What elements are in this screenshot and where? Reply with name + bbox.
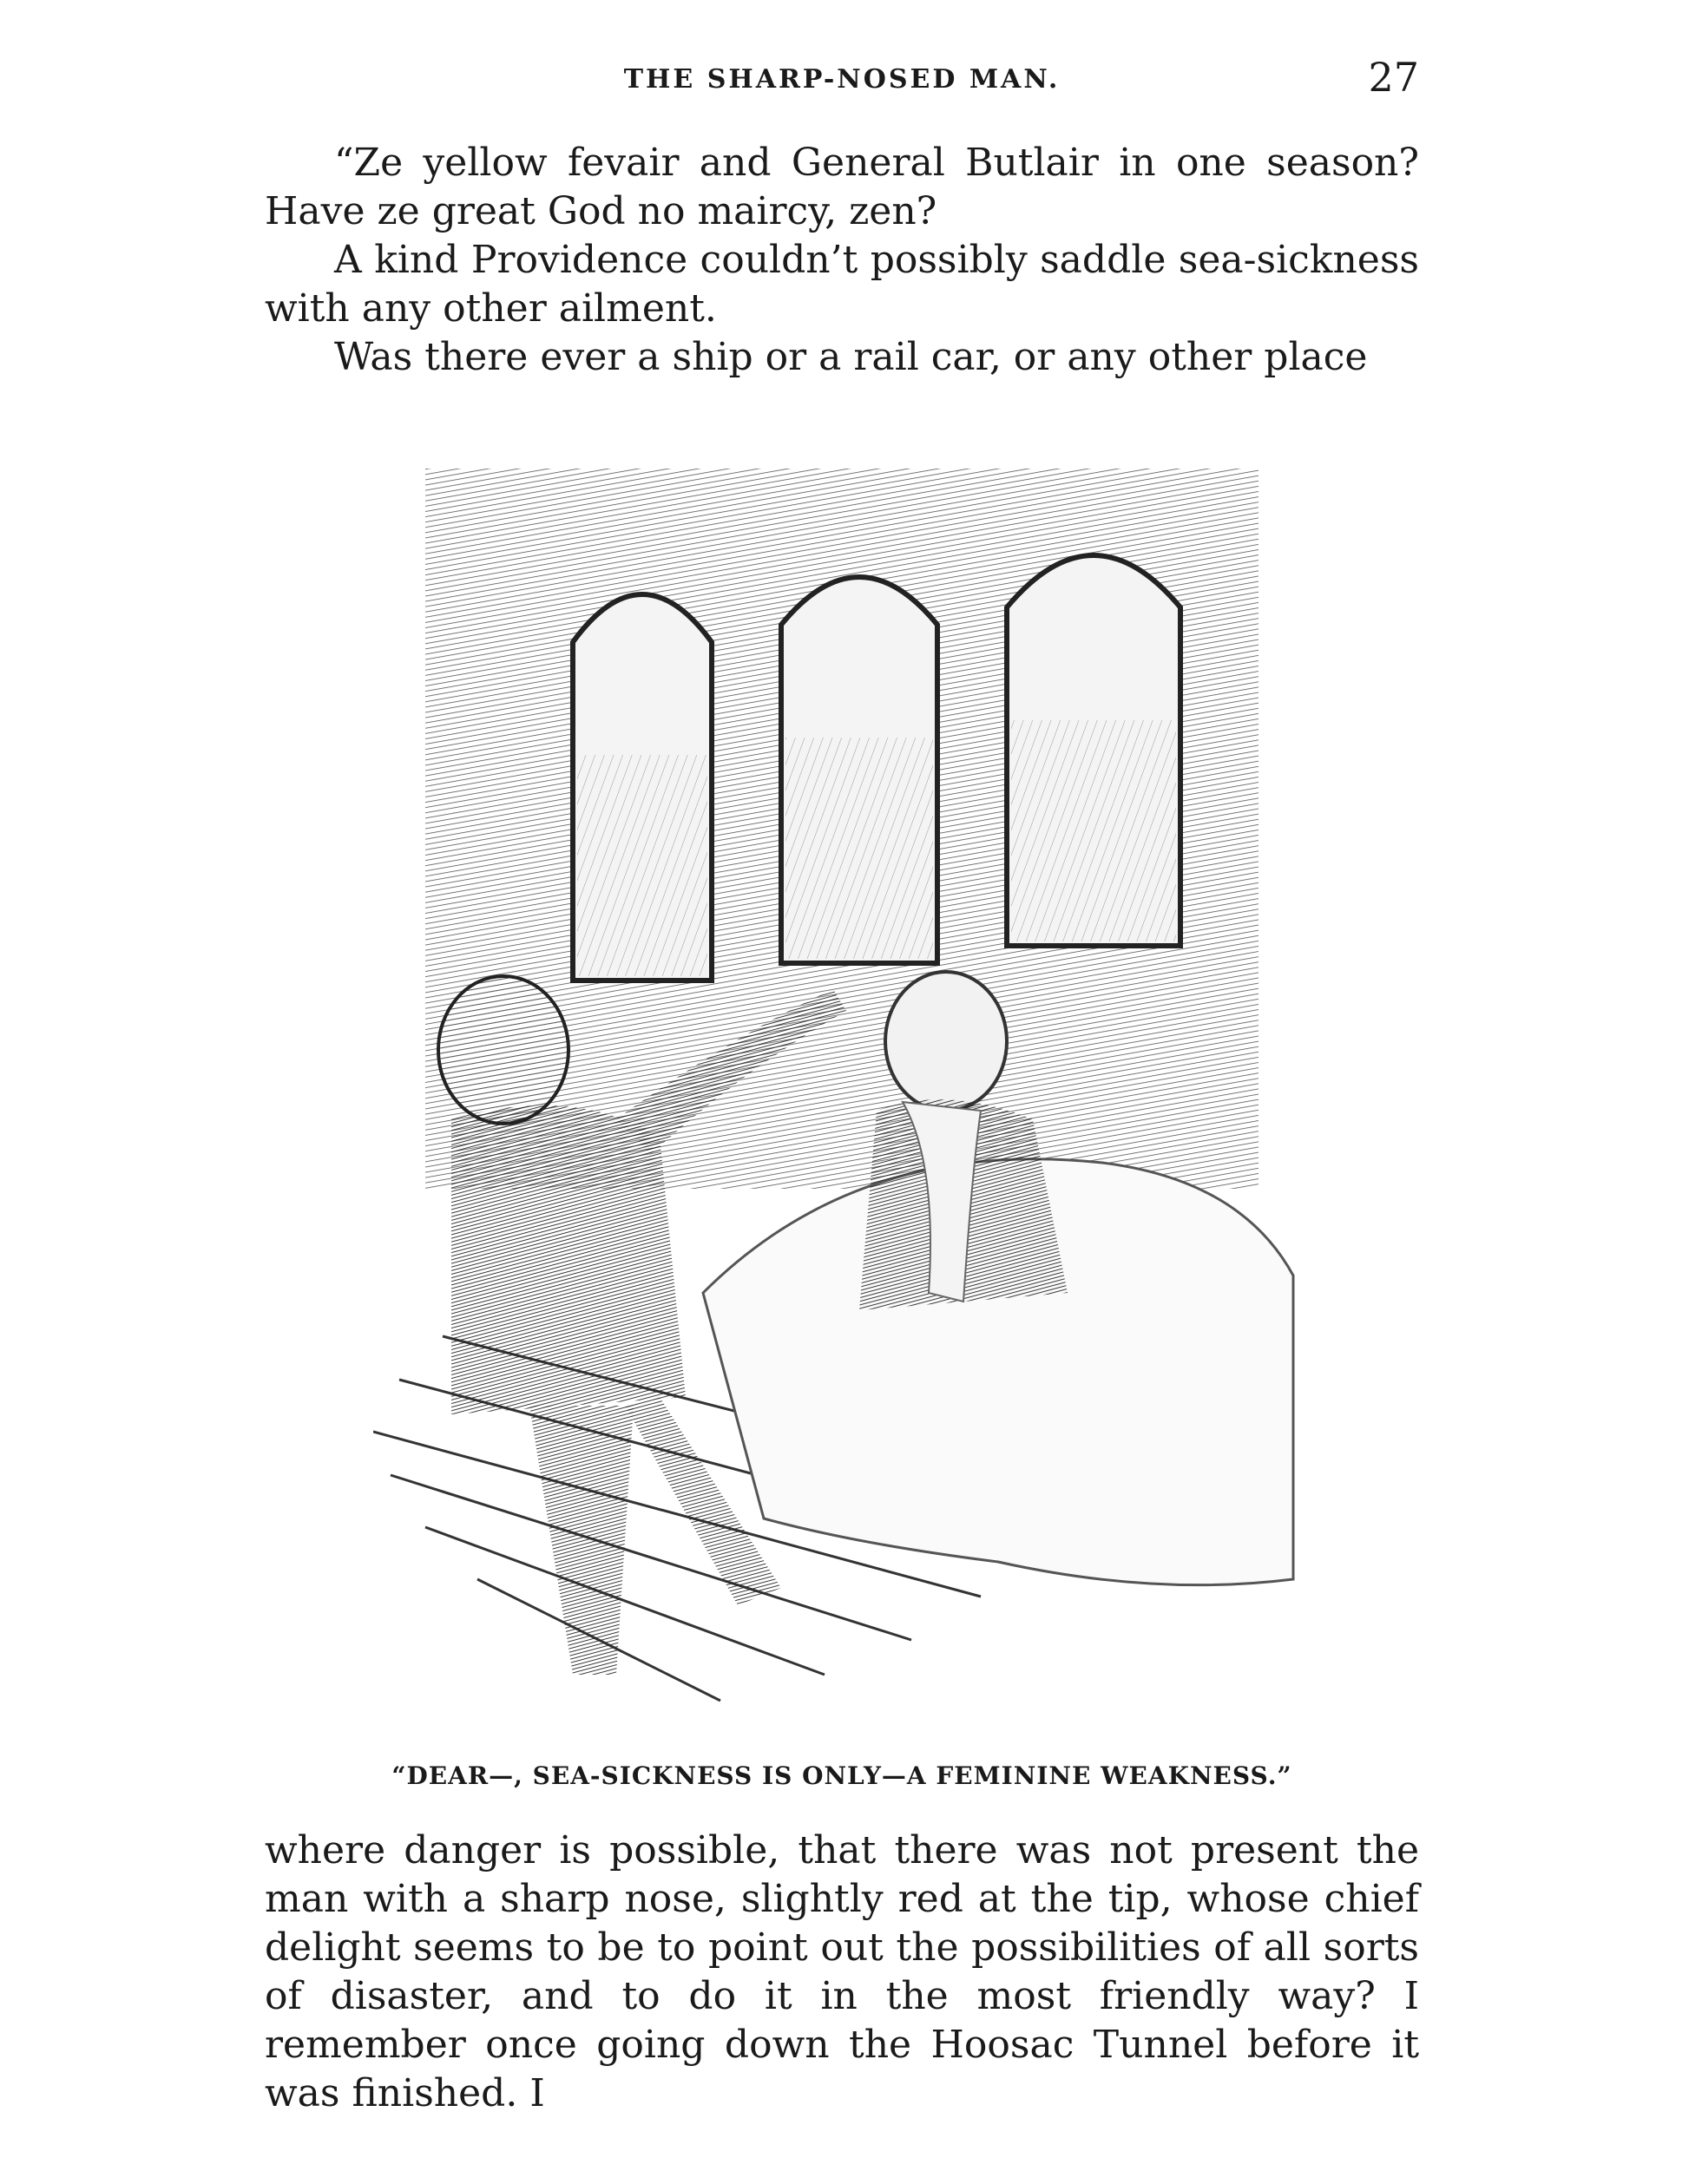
top-text-block	[265, 139, 1419, 382]
sea-view	[577, 720, 1176, 976]
page-header	[265, 54, 1419, 106]
page-number: 27	[1368, 54, 1419, 101]
illustration-engraving-icon	[373, 425, 1311, 1727]
paragraph-4: where danger is possible, that there was not present the man with a sharp nose, slightly red at the tip, whose chief delight seems to be to point out the possibilities of all sorts of disaster, and to do it in the most friendly way? I remember once going down the Hoosac Tunnel before it was finished. I	[265, 1828, 1419, 2115]
running-head: THE SHARP-NOSED MAN.	[623, 64, 1061, 95]
paragraph-3: Was there ever a ship or a rail car, or any other place	[334, 335, 1368, 379]
illustration-caption: “DEAR—, SEA-SICKNESS IS ONLY—A FEMININE WEAKNESS.”	[391, 1761, 1292, 1790]
paragraph-2: A kind Providence couldn’t possibly saddle sea-sickness with any other ailment.	[265, 238, 1419, 331]
bottom-text-block	[265, 1827, 1419, 2118]
paragraph-1: “Ze yellow fevair and General Butlair in one season? Have ze great God no maircy, zen?	[265, 141, 1419, 233]
